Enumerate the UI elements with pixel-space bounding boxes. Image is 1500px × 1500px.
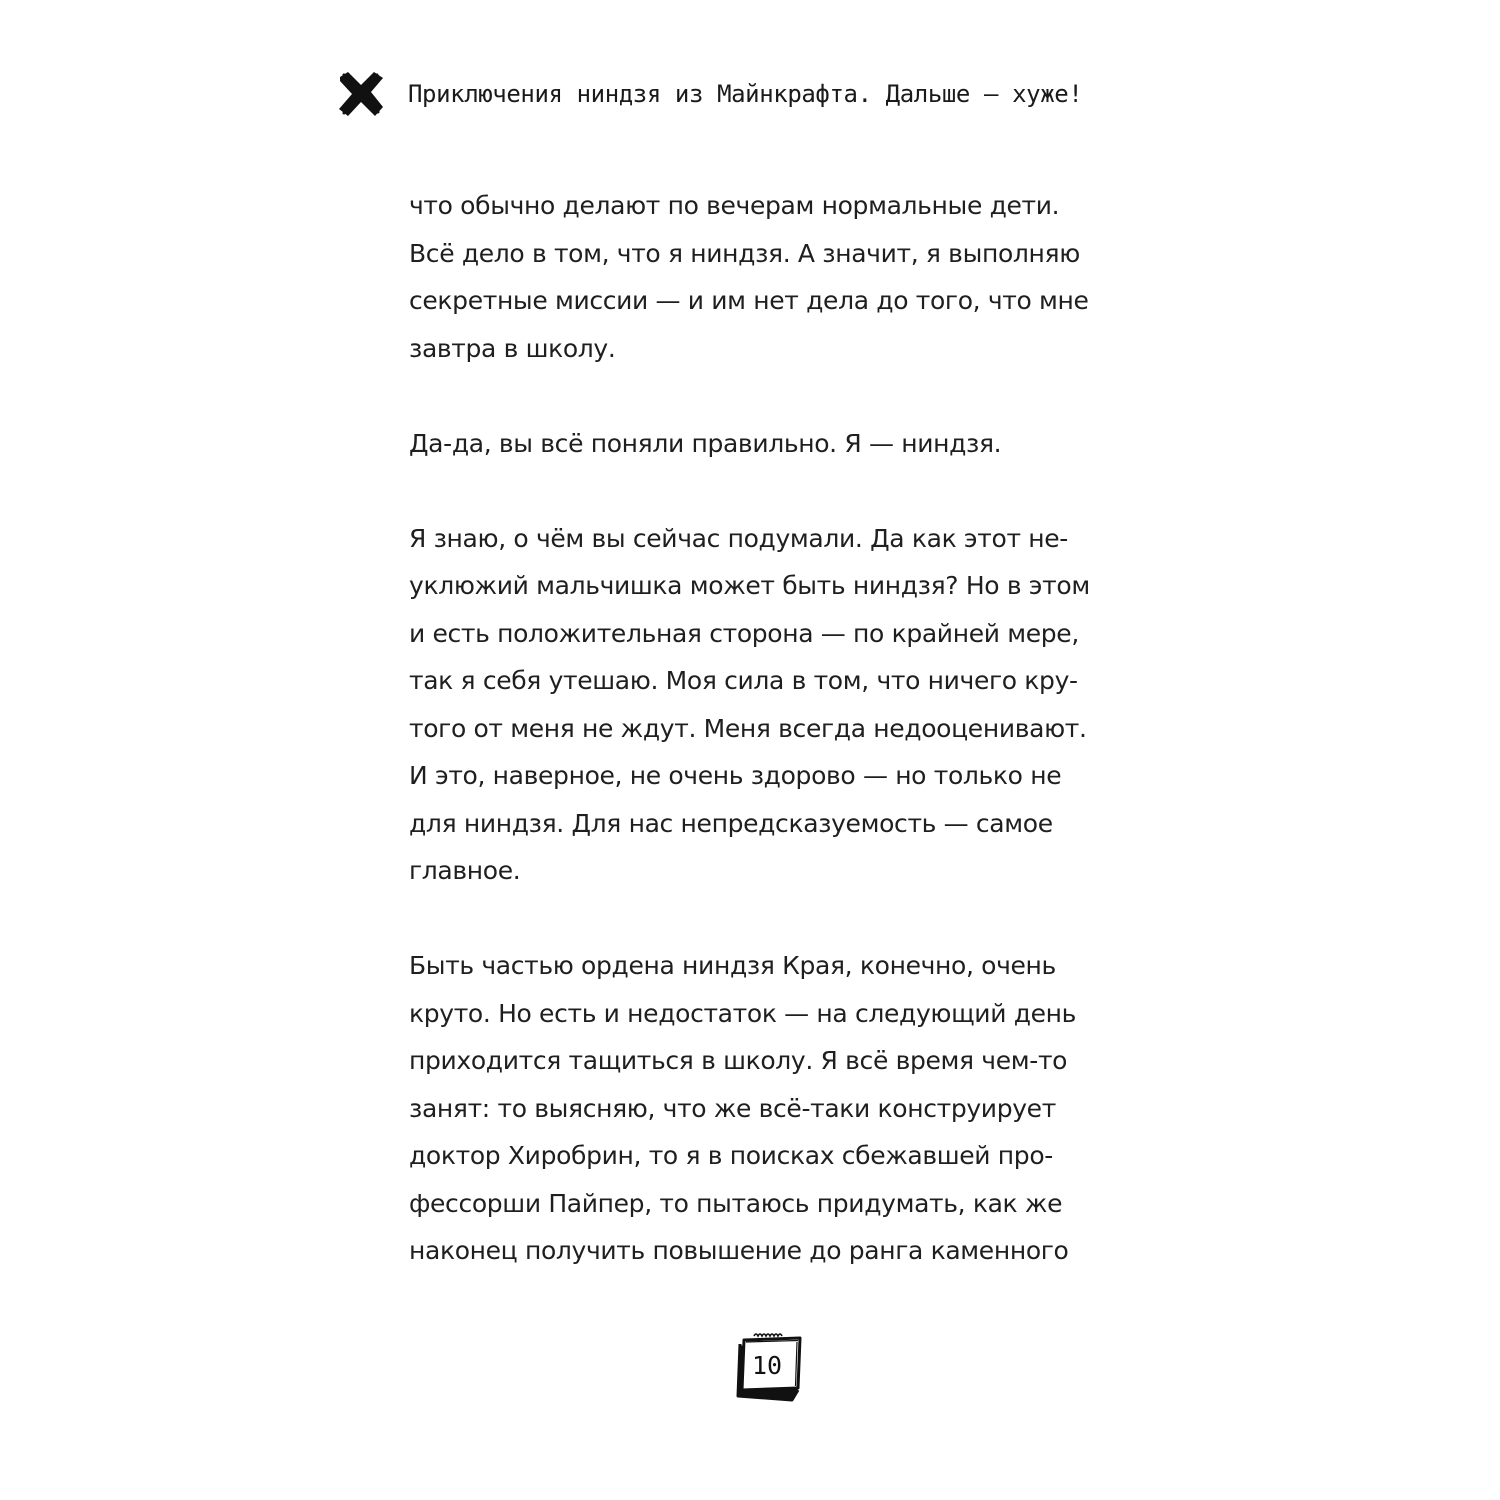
paragraph <box>409 182 1129 372</box>
text-line: доктор Хиробрин, то я в поисках сбежавшей про- <box>409 1141 1053 1170</box>
text-line: того от меня не ждут. Меня всегда недооценивают. <box>409 713 1087 743</box>
text-line: и есть положительная сторона — по крайней мере, <box>409 618 1079 648</box>
text-line: наконец получить повышение до ранга каменного <box>409 1236 1069 1265</box>
paragraph <box>409 420 1129 468</box>
page-number-block <box>728 1330 812 1402</box>
text-line: Да-да, вы всё поняли правильно. Я — ниндзя. <box>409 428 1002 458</box>
paragraph <box>409 942 1129 1275</box>
text-line: занят: то выясняю, что же всё-таки конструирует <box>409 1093 1056 1123</box>
running-header <box>336 64 1082 124</box>
text-line: Я знаю, о чём вы сейчас подумали. Да как этот не- <box>409 523 1068 553</box>
text-line: для ниндзя. Для нас непредсказуемость — самое <box>409 808 1053 838</box>
running-header-title: Приключения ниндзя из Майнкрафта. Дальше — хуже! <box>408 80 1083 108</box>
text-line: завтра в школу. <box>409 333 616 363</box>
page-text <box>409 182 1129 1322</box>
text-line: Быть частью ордена ниндзя Края, конечно, очень <box>409 951 1056 980</box>
page-number: 10 <box>751 1351 783 1380</box>
text-line: что обычно делают по вечерам нормальные дети. <box>409 191 1060 220</box>
text-line: уклюжий мальчишка может быть ниндзя? Но в этом <box>409 571 1090 600</box>
text-line: приходится тащиться в школу. Я всё время чем-то <box>409 1046 1068 1075</box>
paragraph <box>409 515 1129 895</box>
text-line: главное. <box>409 856 521 885</box>
text-line: секретные миссии — и им нет дела до того, что мне <box>409 286 1089 315</box>
text-line: так я себя утешаю. Моя сила в том, что ничего кру- <box>409 666 1078 695</box>
text-line: И это, наверное, не очень здорово — но только не <box>409 761 1062 790</box>
text-line: фессорши Пайпер, то пытаюсь придумать, как же <box>409 1188 1063 1218</box>
text-line: круто. Но есть и недостаток — на следующий день <box>409 998 1077 1028</box>
text-line: Всё дело в том, что я ниндзя. А значит, я выполняю <box>409 238 1080 268</box>
ninja-x-icon <box>336 69 386 119</box>
